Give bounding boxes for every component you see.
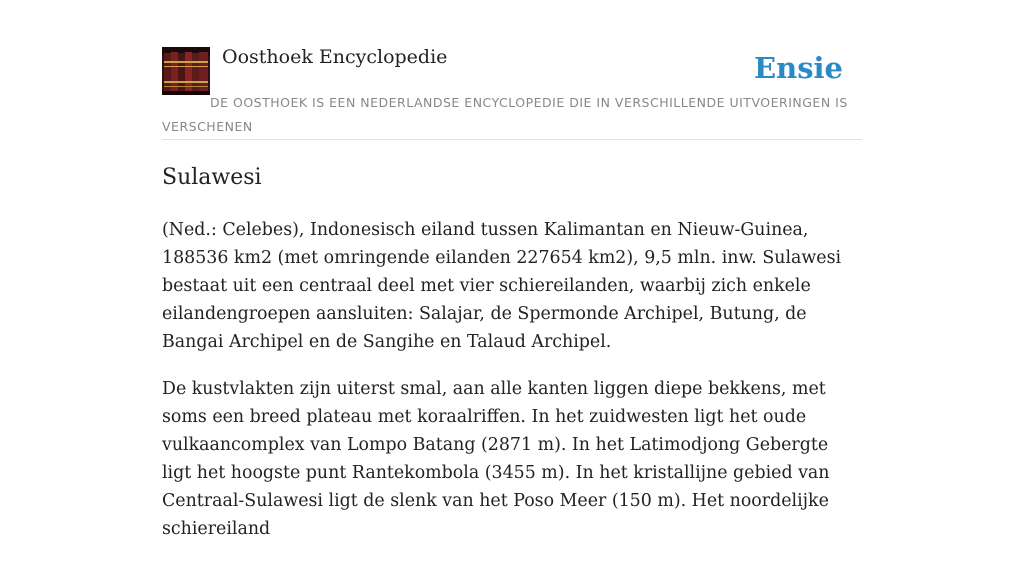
header-divider [162, 139, 862, 140]
article-paragraph: De kustvlakten zijn uiterst smal, aan alle kanten liggen diepe bekkens, met soms een breed plateau met koraalriffen. In het zuidwesten ligt het oude vulkaancomplex van Lompo Batang (2871 m). In het Latimodjong Gebergte ligt het hoogste punt Rantekombola (3455 m). In het kristallijne gebied van Centraal-Sulawesi ligt de slenk van het Poso Meer (150 m). Het noordelijke schiereiland [162, 379, 830, 539]
page-title: Sulawesi [162, 165, 262, 190]
brand-logo[interactable]: Ensie [754, 51, 843, 85]
site-tagline: DE OOSTHOEK IS EEN NEDERLANDSE ENCYCLOPEDIE DIE IN VERSCHILLENDE UITVOERINGEN IS VERSCHENEN [162, 95, 848, 134]
article-body [162, 216, 862, 562]
site-name[interactable]: Oosthoek Encyclopedie [222, 46, 448, 68]
article-paragraph: (Ned.: Celebes), Indonesisch eiland tussen Kalimantan en Nieuw-Guinea, 188536 km2 (met omringende eilanden 227654 km2), 9,5 mln. inw. Sulawesi bestaat uit een centraal deel met vier schiereilanden, waarbij zich enkele eilandengroepen aansluiten: Salajar, de Spermonde Archipel, Butung, de Bangai Archipel en de Sangihe en Talaud Archipel. [162, 220, 842, 352]
avatar[interactable] [162, 47, 210, 95]
book-spines-icon [162, 47, 210, 95]
